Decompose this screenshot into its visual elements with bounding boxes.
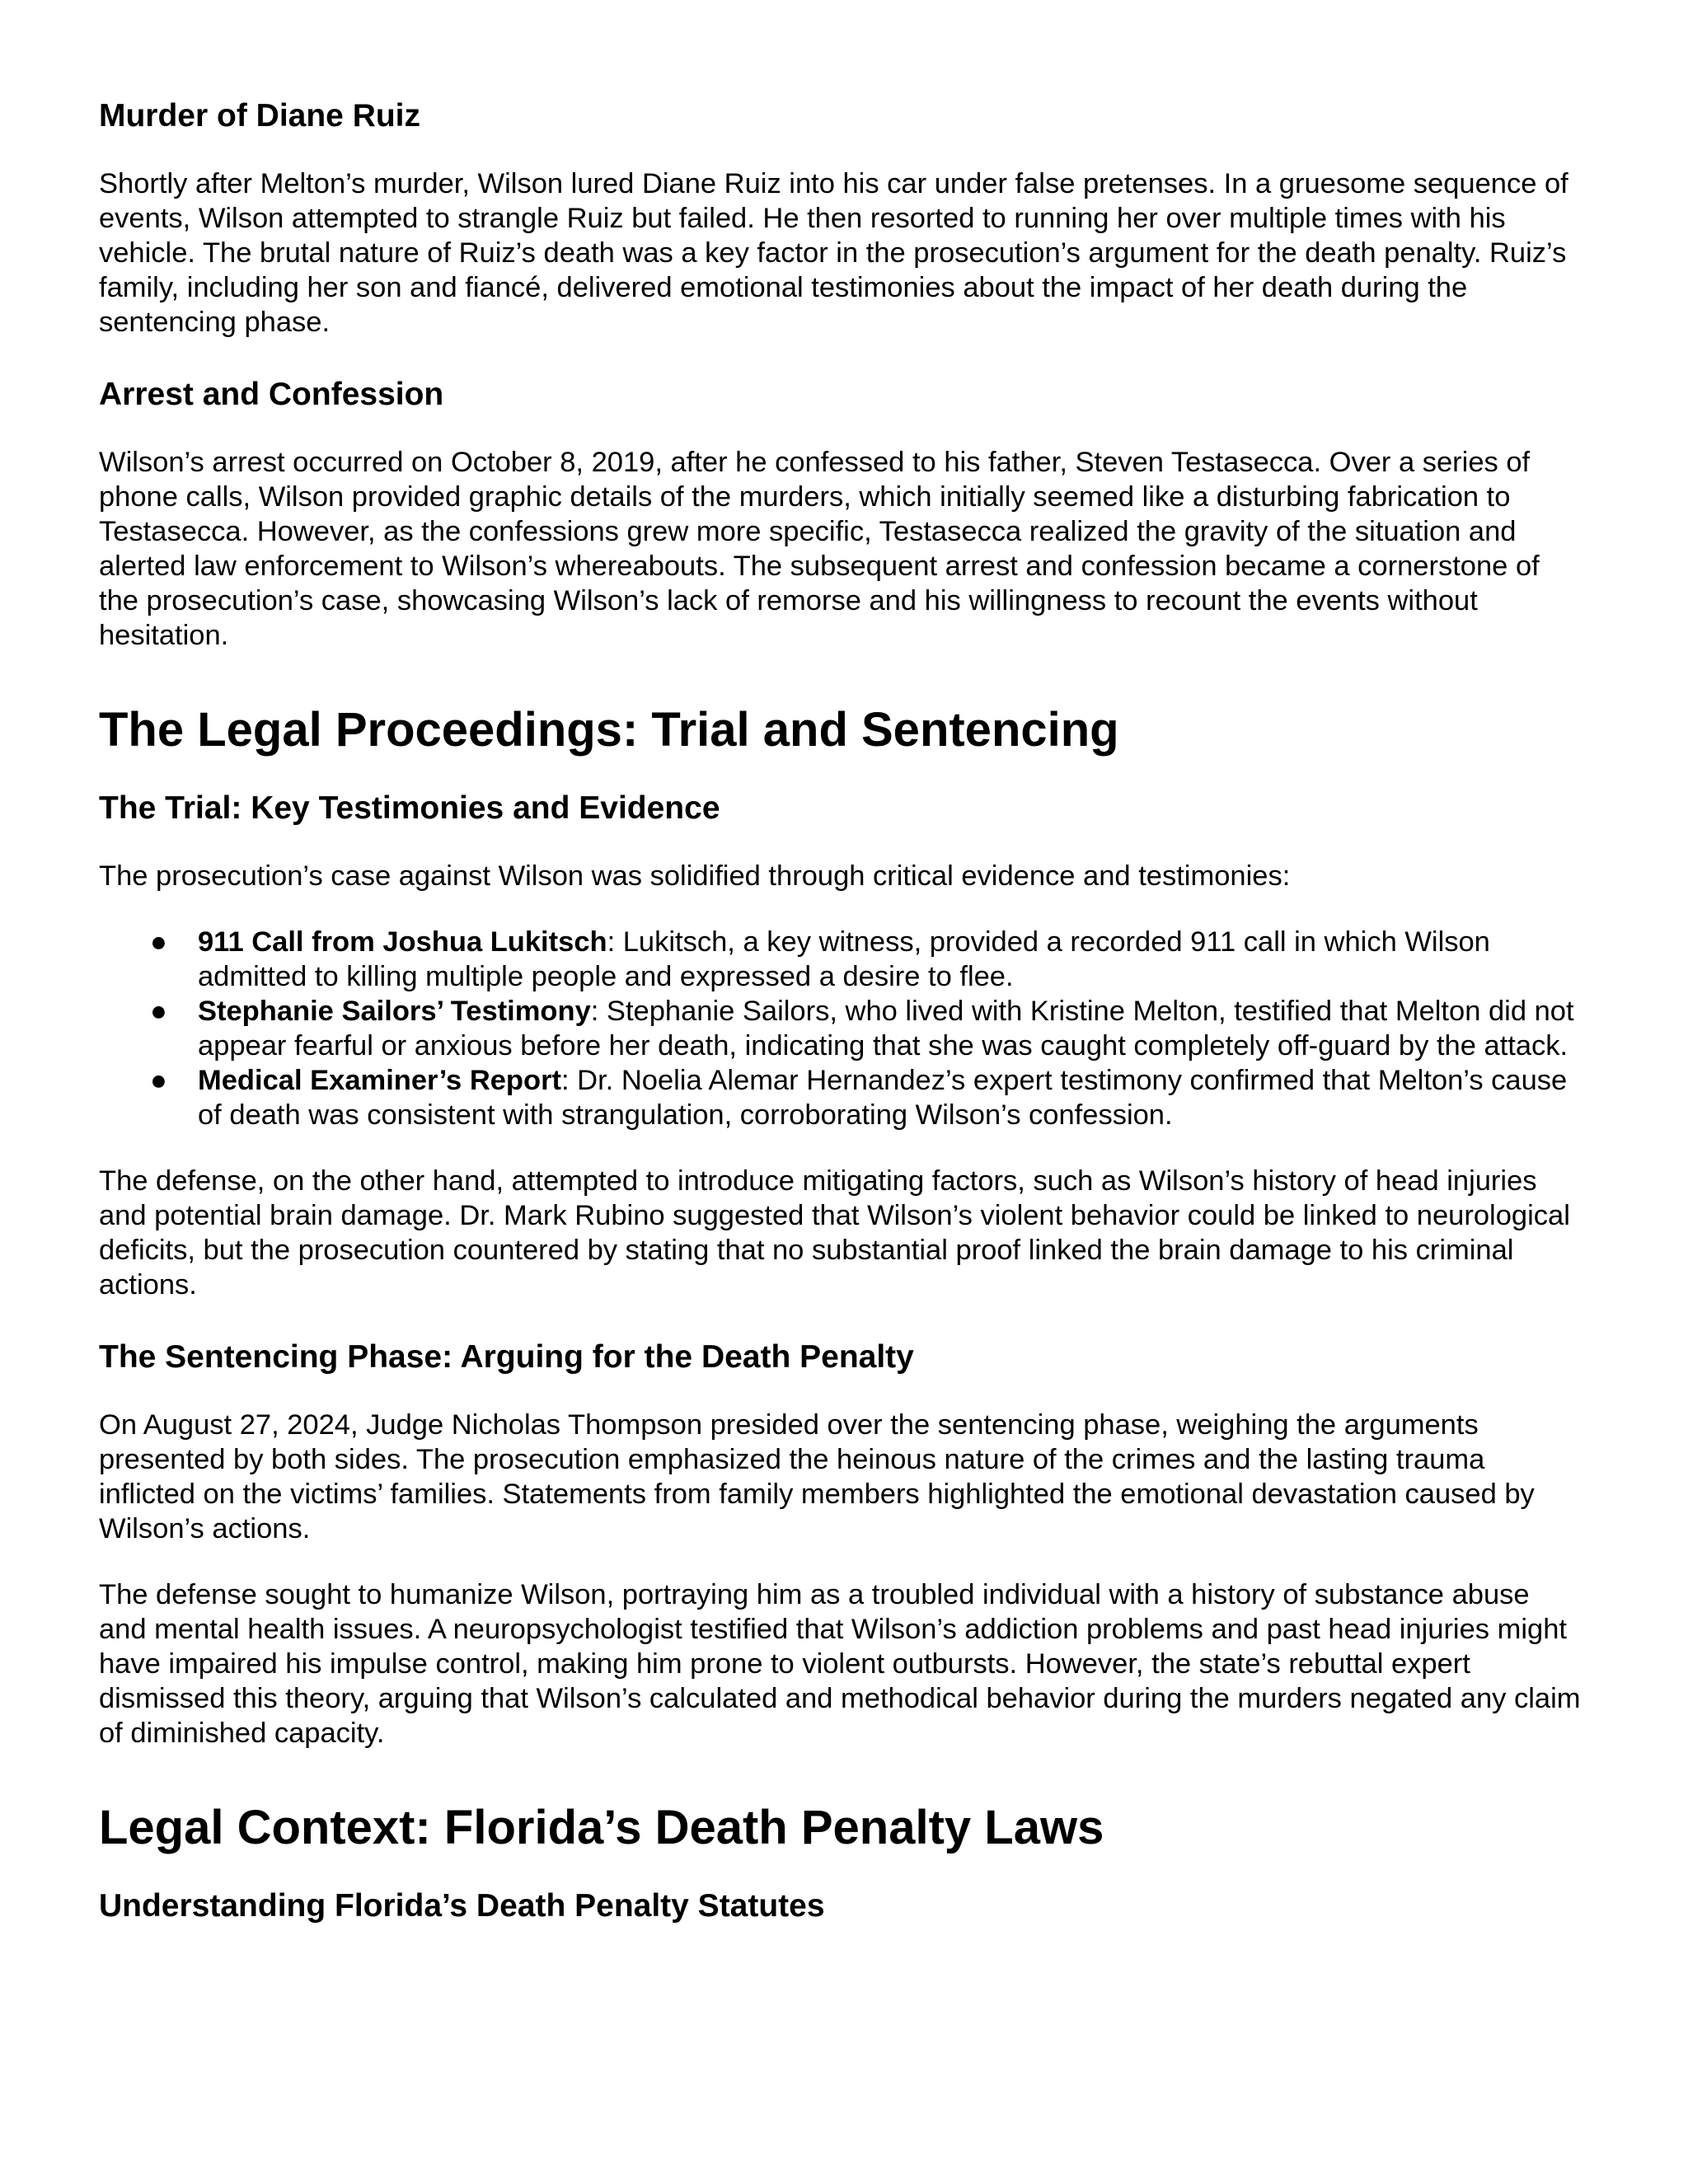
paragraph-sentencing-1: On August 27, 2024, Judge Nicholas Thompson presided over the sentencing phase, weighing the arguments presented by both sides. The prosecution emphasized the heinous nature of the crimes and the lasting trauma inflicted on the victims’ families. Statements from family members highlighted the emotional devastation caused by Wilson’s actions. <box>99 1409 1535 1544</box>
paragraph-murder-of-diane-ruiz: Shortly after Melton’s murder, Wilson lured Diane Ruiz into his car under false pretenses. In a gruesome sequence of events, Wilson attempted to strangle Ruiz but failed. He then resorted to running her over multiple times with his vehicle. The brutal nature of Ruiz’s death was a key factor in the prosecution’s argument for the death penalty. Ruiz’s family, including her son and fiancé, delivered emotional testimonies about the impact of her death during the sentencing phase. <box>99 168 1568 338</box>
list-item-text: : Stephanie Sailors, who lived with Kristine Melton, testified that Melton did not appear fearful or anxious before her death, indicating that she was caught completely off-guard by the attack. <box>198 996 1574 1062</box>
list-item-term: Stephanie Sailors’ Testimony <box>198 996 591 1027</box>
paragraph-sentencing-2: The defense sought to humanize Wilson, portraying him as a troubled individual with a history of substance abuse and mental health issues. A neuropsychologist testified that Wilson’s addiction problems and past head injuries might have impaired his impulse control, making him prone to violent outbursts. However, the state’s rebuttal expert dismissed this theory, arguing that Wilson’s calculated and methodical behavior during the murders negated any claim of diminished capacity. <box>99 1579 1581 1749</box>
list-item-medical-examiner <box>99 1063 1582 1132</box>
list-item-911-call <box>99 925 1582 994</box>
paragraph-trial-intro: The prosecution’s case against Wilson was solidified through critical evidence and testimonies: <box>99 860 1291 892</box>
heading-legal-proceedings: The Legal Proceedings: Trial and Sentencing <box>99 703 1119 757</box>
heading-arrest-and-confession: Arrest and Confession <box>99 377 444 412</box>
trial-evidence-list <box>99 925 1582 1132</box>
bullet-icon: ● <box>150 926 167 958</box>
list-item-term: 911 Call from Joshua Lukitsch <box>198 926 607 958</box>
heading-sentencing-phase: The Sentencing Phase: Arguing for the Death Penalty <box>99 1339 914 1375</box>
bullet-icon: ● <box>150 1065 167 1096</box>
bullet-icon: ● <box>150 996 167 1027</box>
heading-murder-of-diane-ruiz: Murder of Diane Ruiz <box>99 98 421 134</box>
list-item-text: : Lukitsch, a key witness, provided a recorded 911 call in which Wilson admitted to killing multiple people and expressed a desire to flee. <box>198 926 1490 992</box>
list-item-term: Medical Examiner’s Report <box>198 1065 561 1096</box>
list-item-text: : Dr. Noelia Alemar Hernandez’s expert testimony confirmed that Melton’s cause of death was consistent with strangulation, corroborating Wilson’s confession. <box>198 1065 1568 1131</box>
paragraph-defense-mitigation: The defense, on the other hand, attempted to introduce mitigating factors, such as Wilson’s history of head injuries and potential brain damage. Dr. Mark Rubino suggested that Wilson’s violent behavior could be linked to neurological deficits, but the prosecution countered by stating that no substantial proof linked the brain damage to his criminal actions. <box>99 1165 1570 1301</box>
paragraph-arrest-and-confession: Wilson’s arrest occurred on October 8, 2019, after he confessed to his father, Steven Testasecca. Over a series of phone calls, Wilson provided graphic details of the murders, which initially seemed like a disturbing fabrication to Testasecca. However, as the confessions grew more specific, Testasecca realized the gravity of the situation and alerted law enforcement to Wilson’s whereabouts. The subsequent arrest and confession became a cornerstone of the prosecution’s case, showcasing Wilson’s lack of remorse and his willingness to recount the events without hesitation. <box>99 447 1540 651</box>
heading-legal-context: Legal Context: Florida’s Death Penalty Laws <box>99 1801 1104 1854</box>
heading-death-penalty-statutes: Understanding Florida’s Death Penalty Statutes <box>99 1888 825 1924</box>
document-page <box>99 97 1582 1925</box>
list-item-sailors-testimony <box>99 994 1582 1063</box>
heading-the-trial: The Trial: Key Testimonies and Evidence <box>99 790 720 826</box>
